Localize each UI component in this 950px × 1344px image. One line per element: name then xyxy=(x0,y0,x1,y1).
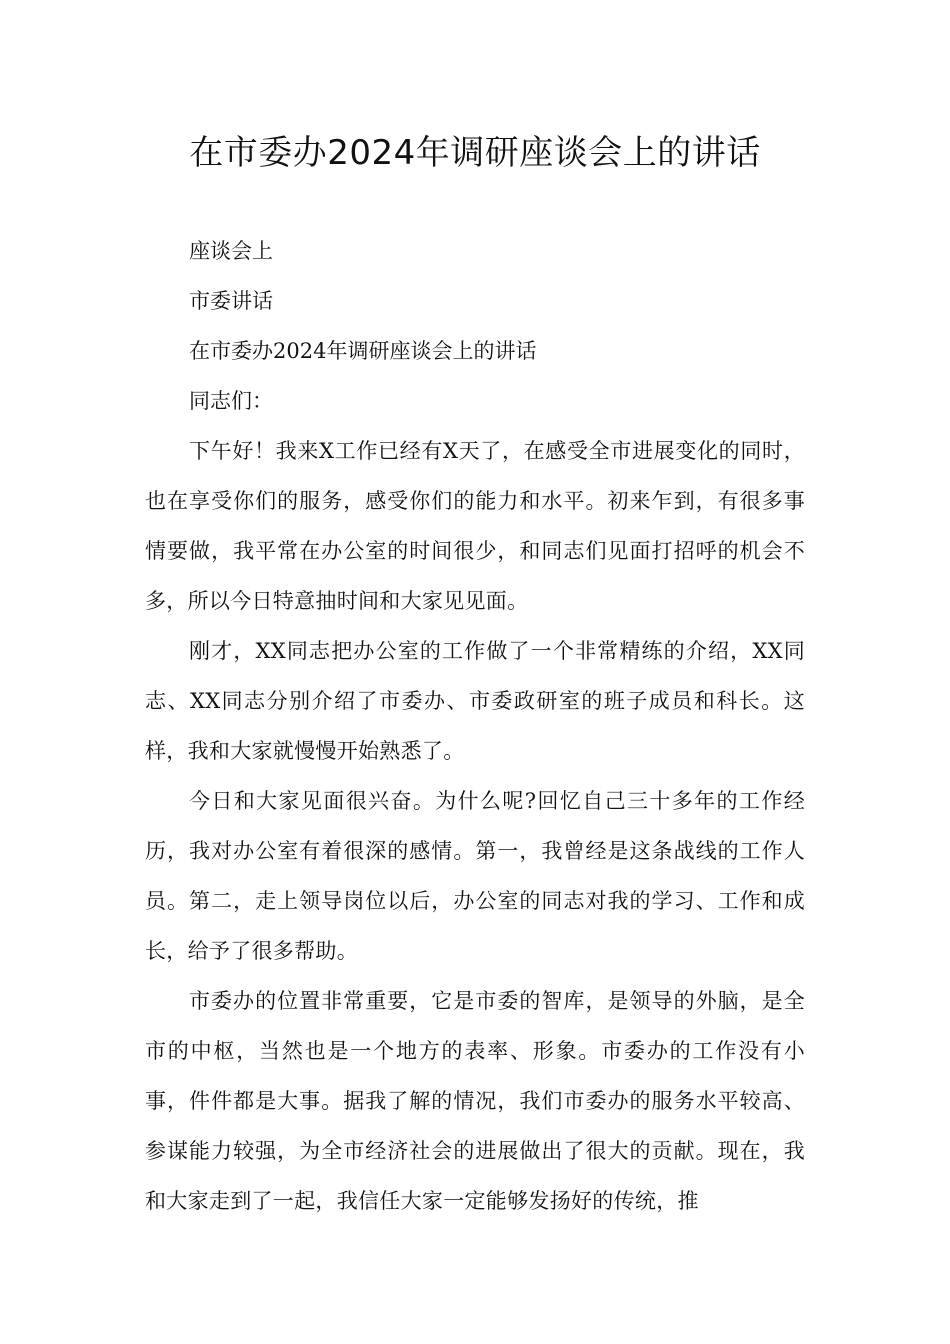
text-line: 在市委办2024年调研座谈会上的讲话 xyxy=(189,339,537,363)
document-title: 在市委办2024年调研座谈会上的讲话 xyxy=(189,133,761,173)
document-body xyxy=(145,226,805,1226)
paragraph: 下午好！我来X工作已经有X天了，在感受全市进展变化的同时，也在享受你们的服务，感受你们的能力和水平。初来乍到，有很多事情要做，我平常在办公室的时间很少，和同志们见面打招呼的机会不多，所以今日特意抽时间和大家见见面。 xyxy=(145,439,805,613)
text-line: 座谈会上 xyxy=(189,239,273,263)
paragraph: 今日和大家见面很兴奋。为什么呢?回忆自己三十多年的工作经历，我对办公室有着很深的感情。第一，我曾经是这条战线的工作人员。第二，走上领导岗位以后，办公室的同志对我的学习、工作和成长，给予了很多帮助。 xyxy=(145,789,805,963)
paragraph: 刚才，XX同志把办公室的工作做了一个非常精练的介绍，XX同志、XX同志分别介绍了市委办、市委政研室的班子成员和科长。这样，我和大家就慢慢开始熟悉了。 xyxy=(145,639,805,763)
paragraph: 市委办的位置非常重要，它是市委的智库，是领导的外脑，是全市的中枢，当然也是一个地方的表率、形象。市委办的工作没有小事，件件都是大事。据我了解的情况，我们市委办的服务水平较高、参谋能力较强，为全市经济社会的进展做出了很大的贡献。现在，我和大家走到了一起，我信任大家一定能够发扬好的传统，推 xyxy=(145,989,805,1213)
text-line: 市委讲话 xyxy=(189,289,273,313)
salutation: 同志们： xyxy=(189,389,273,413)
